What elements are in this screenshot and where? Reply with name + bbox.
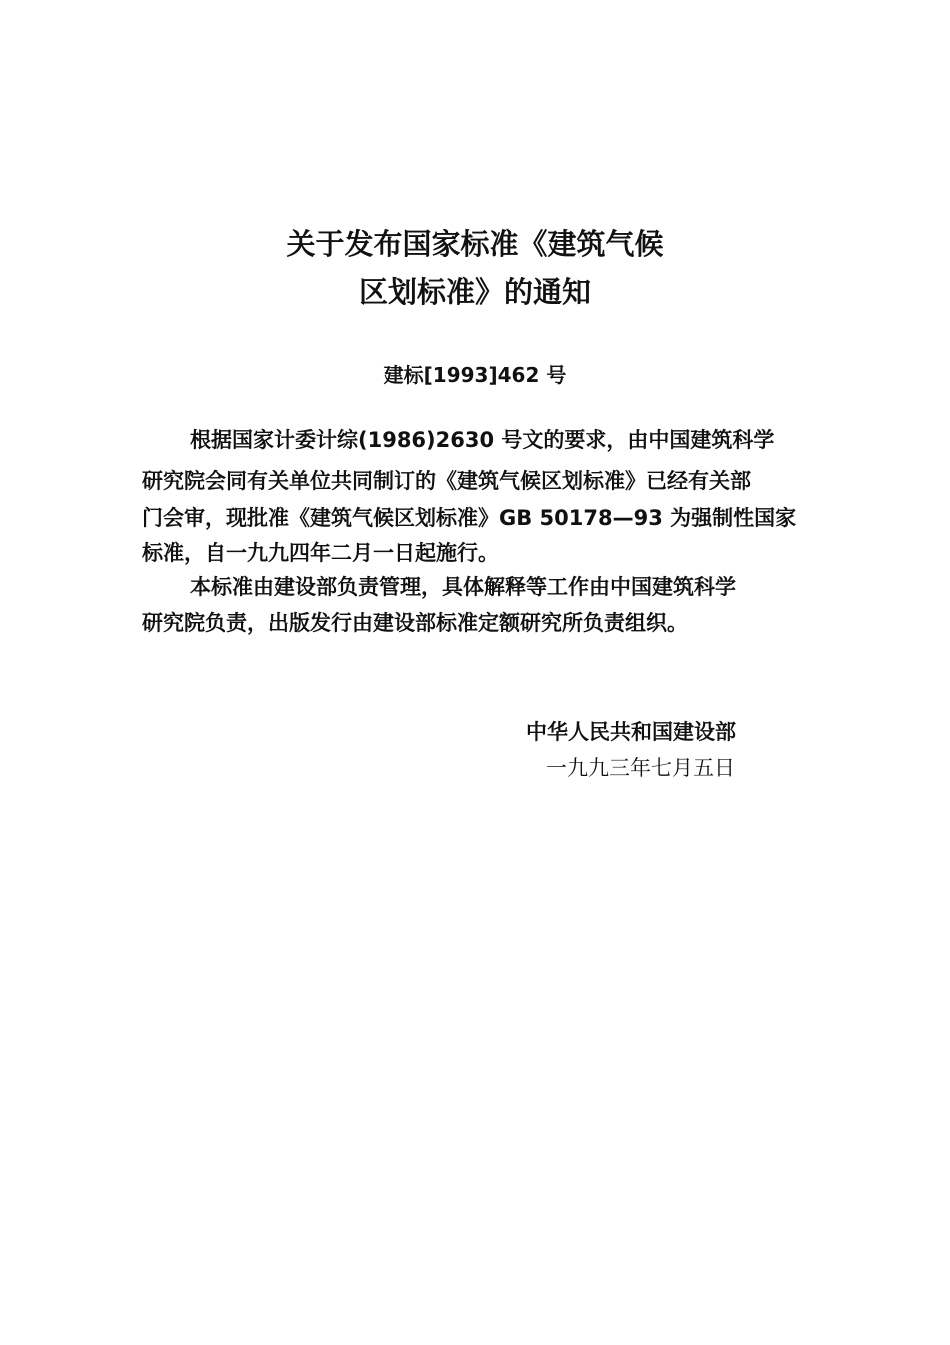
- document-number: 建标[1993]462 号: [383, 363, 567, 387]
- issue-date: 一九九三年七月五日: [546, 756, 735, 780]
- paragraph-2-line-1: 本标准由建设部负责管理，具体解释等工作由中国建筑科学: [190, 575, 736, 599]
- issuing-authority: 中华人民共和国建设部: [526, 720, 736, 744]
- paragraph-1-line-1: 根据国家计委计综(1986)2630 号文的要求，由中国建筑科学: [190, 428, 775, 452]
- paragraph-1-line-4: 标准，自一九九四年二月一日起施行。: [142, 541, 499, 565]
- notice-title-line-2: 区划标准》的通知: [358, 275, 591, 309]
- notice-title-line-1: 关于发布国家标准《建筑气候: [286, 227, 664, 261]
- paragraph-1-line-3: 门会审，现批准《建筑气候区划标准》GB 50178—93 为强制性国家: [142, 506, 797, 530]
- paragraph-2-line-2: 研究院负责，出版发行由建设部标准定额研究所负责组织。: [142, 611, 688, 635]
- paragraph-1-line-2: 研究院会同有关单位共同制订的《建筑气候区划标准》已经有关部: [142, 469, 751, 493]
